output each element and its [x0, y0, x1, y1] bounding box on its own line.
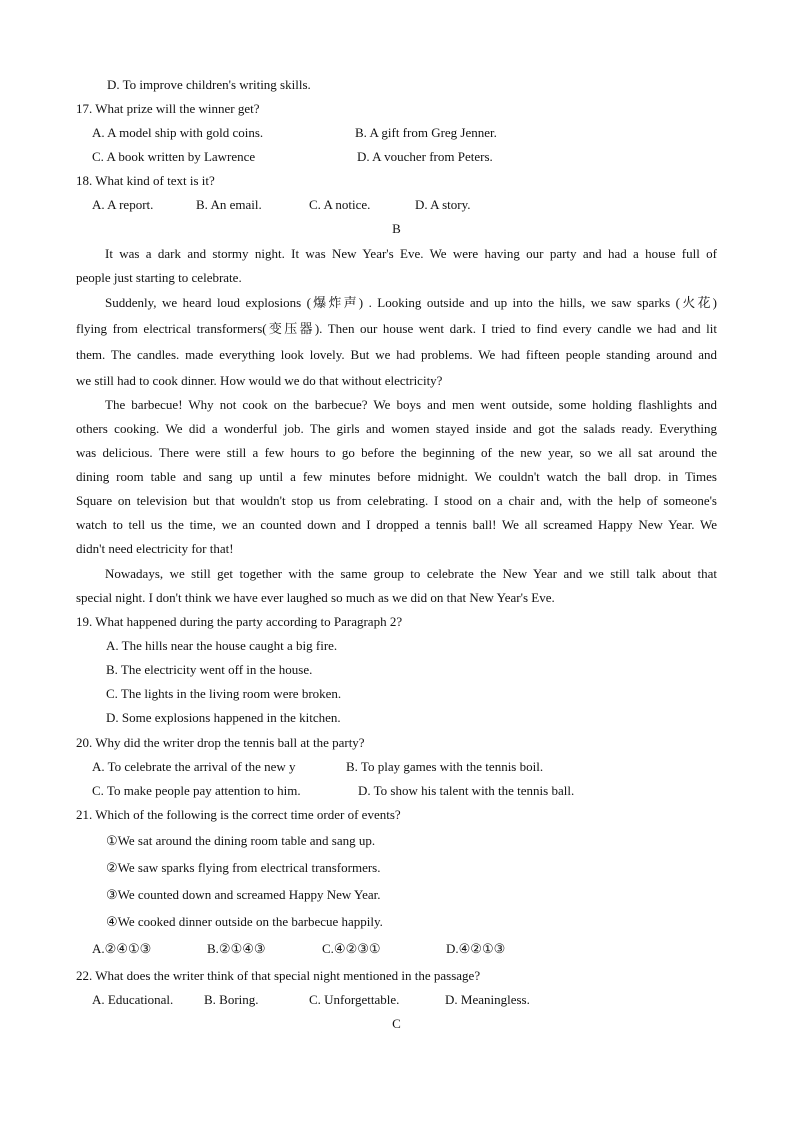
- passage-line: we still had to cook dinner. How would we do that without electricity?: [76, 373, 443, 388]
- passage-line: The barbecue! Why not cook on the barbecue? We boys and men went outside, some holding flashlights and: [105, 397, 717, 412]
- q22-option-b: B. Boring.: [204, 992, 259, 1007]
- q19-question: 19. What happened during the party according to Paragraph 2?: [76, 614, 403, 629]
- passage-line: watch to tell us the time, we an counted down and I dropped a tennis ball! We all screamed Happy New Year. We: [76, 517, 717, 532]
- q21-event: ④We cooked dinner outside on the barbecue happily.: [106, 914, 383, 929]
- q18-option-c: C. A notice.: [309, 197, 371, 212]
- q21-event: ③We counted down and screamed Happy New Year.: [106, 887, 381, 902]
- passage-line: dining room table and sang up until a few minutes before midnight. We couldn't watch the ball drop. in Times: [76, 469, 717, 484]
- q20-option-b: B. To play games with the tennis boil.: [346, 759, 544, 774]
- passage-line: others cooking. We did a wonderful job. The girls and women stayed inside and got the salads ready. Everything: [76, 421, 717, 436]
- q21-option-c: C.④②③①: [322, 941, 381, 956]
- q18-option-b: B. An email.: [196, 197, 262, 212]
- q21-option-b: B.②①④③: [207, 941, 266, 956]
- passage-line: Suddenly, we heard loud explosions (爆炸声) . Looking outside and up into the hills, we saw sparks (火花): [105, 295, 717, 310]
- q20-option-d: D. To show his talent with the tennis ball.: [358, 783, 575, 798]
- q17-option-c: C. A book written by Lawrence: [92, 149, 256, 164]
- q22-option-c: C. Unforgettable.: [309, 992, 400, 1007]
- q21-option-a: A.②④①③: [92, 941, 152, 956]
- passage-line: Nowadays, we still get together with the same group to celebrate the New Year and we still talk about that: [105, 566, 717, 581]
- passage-line: flying from electrical transformers(变压器). Then our house went dark. I tried to find every candle we had and lit: [76, 321, 717, 336]
- q19-option-d: D. Some explosions happened in the kitchen.: [106, 710, 341, 725]
- q17-question: 17. What prize will the winner get?: [76, 101, 260, 116]
- q22-option-d: D. Meaningless.: [445, 992, 530, 1007]
- passage-line: them. The candles. made everything look lovely. But we had problems. We had fifteen people standing around and: [76, 347, 717, 362]
- q21-option-d: D.④②①③: [446, 941, 506, 956]
- passage-line: Square on television but that wouldn't stop us from celebrating. I stood on a chair and, with the help of someone's: [76, 493, 717, 508]
- q19-option-a: A. The hills near the house caught a big fire.: [106, 638, 338, 653]
- q17-option-a: A. A model ship with gold coins.: [92, 125, 264, 140]
- q21-event: ②We saw sparks flying from electrical transformers.: [106, 860, 381, 875]
- q19-option-c: C. The lights in the living room were broken.: [106, 686, 342, 701]
- q16-option-d: D. To improve children's writing skills.: [107, 77, 311, 92]
- q20-option-c: C. To make people pay attention to him.: [92, 783, 301, 798]
- section-c-heading: C: [392, 1016, 401, 1031]
- q17-option-b: B. A gift from Greg Jenner.: [355, 125, 497, 140]
- passage-line: was delicious. There were still a few hours to go before the beginning of the new year, so we all sat around the: [76, 445, 717, 460]
- q19-option-b: B. The electricity went off in the house.: [106, 662, 313, 677]
- section-b-heading: B: [392, 221, 401, 236]
- q20-question: 20. Why did the writer drop the tennis ball at the party?: [76, 735, 365, 750]
- passage-line: It was a dark and stormy night. It was New Year's Eve. We were having our party and had a house full of: [105, 246, 717, 261]
- q17-option-d: D. A voucher from Peters.: [357, 149, 493, 164]
- q22-option-a: A. Educational.: [92, 992, 174, 1007]
- q21-event: ①We sat around the dining room table and sang up.: [106, 833, 376, 848]
- q22-question: 22. What does the writer think of that special night mentioned in the passage?: [76, 968, 481, 983]
- passage-line: didn't need electricity for that!: [76, 541, 234, 556]
- passage-line: special night. I don't think we have ever laughed so much as we did on that New Year's Eve.: [76, 590, 555, 605]
- q18-question: 18. What kind of text is it?: [76, 173, 215, 188]
- q21-question: 21. Which of the following is the correct time order of events?: [76, 807, 401, 822]
- q20-option-a: A. To celebrate the arrival of the new y: [92, 759, 296, 774]
- q18-option-a: A. A report.: [92, 197, 154, 212]
- passage-line: people just starting to celebrate.: [76, 270, 242, 285]
- q18-option-d: D. A story.: [415, 197, 471, 212]
